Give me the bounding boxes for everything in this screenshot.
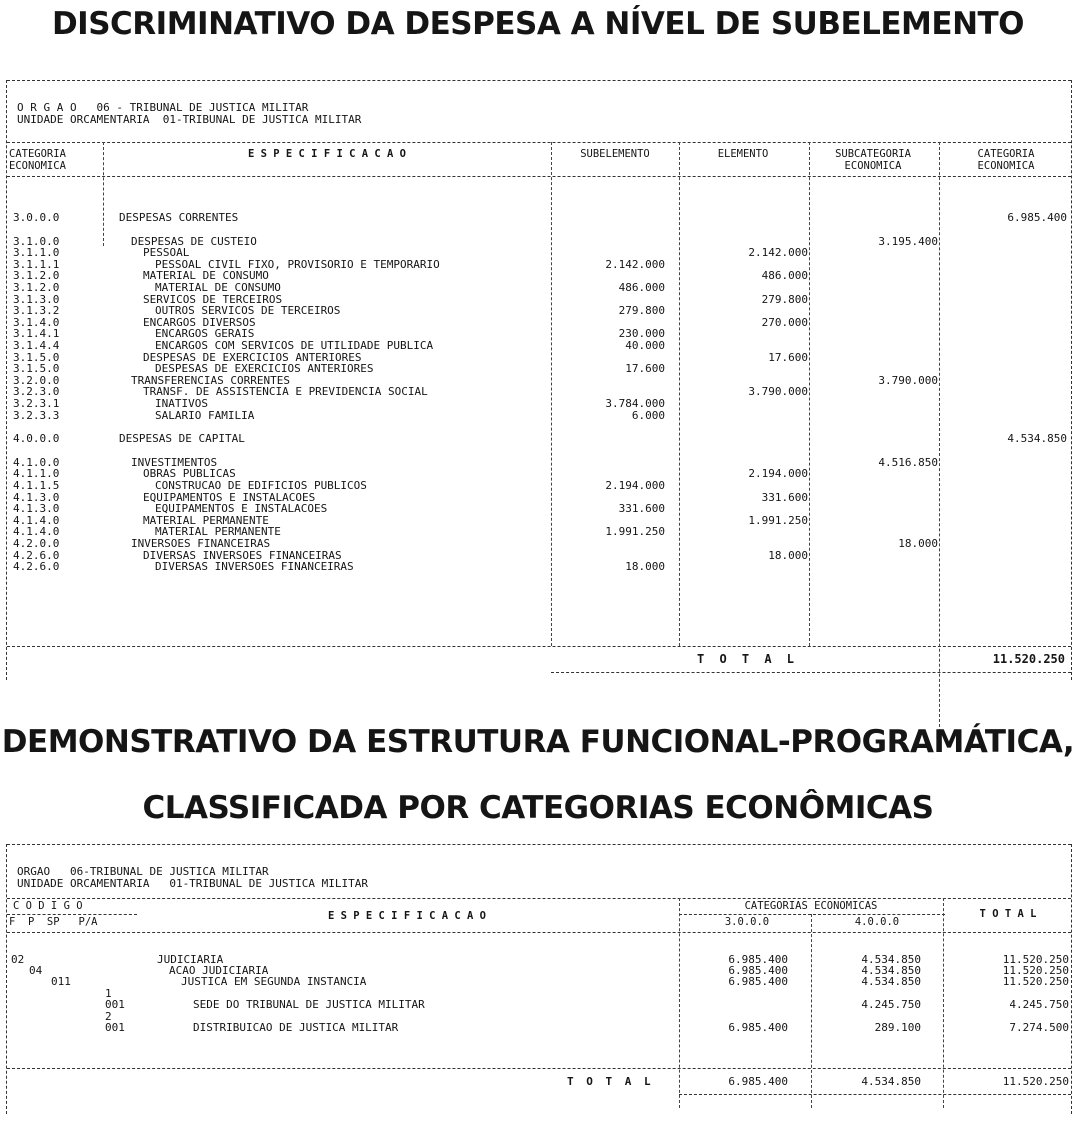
row-elemento: 18.000	[768, 548, 808, 562]
total-row	[7, 1076, 1071, 1090]
col-total: T O T A L	[979, 908, 1037, 920]
row-code: 4.1.4.0	[13, 525, 60, 539]
row-cat2: 4.245.750	[861, 998, 921, 1011]
row-code: 3.1.3.0	[13, 292, 60, 306]
table-row	[7, 410, 1071, 422]
row-code: 4.2.0.0	[13, 537, 60, 550]
row-elemento: 486.000	[761, 269, 808, 283]
col-divider	[103, 142, 104, 246]
row-cat2: 4.534.850	[861, 964, 921, 977]
table-row	[7, 247, 1071, 259]
row-subelemento: 1.991.250	[605, 525, 665, 539]
unidade-line: UNIDADE ORCAMENTARIA 01-TRIBUNAL DE JUSTICA MILITAR	[17, 877, 368, 890]
table-row	[7, 503, 1071, 515]
row-code: 4.1.1.0	[13, 467, 60, 481]
row-subelemento: 17.600	[625, 362, 665, 376]
row-code: 4.2.6.0	[13, 548, 60, 562]
col-codigo-sub: F P SP P/A	[9, 916, 98, 928]
row-description: ACAO JUDICIARIA	[169, 964, 269, 977]
row-total: 11.520.250	[1002, 975, 1069, 988]
row-description: OUTROS SERVICOS DE TERCEIROS	[155, 304, 341, 318]
row-description: MATERIAL PERMANENTE	[155, 525, 281, 539]
row-description: MATERIAL DE CONSUMO	[143, 269, 269, 283]
row-description: ENCARGOS DIVERSOS	[143, 315, 256, 329]
row-cat1: 6.985.400	[728, 975, 788, 988]
row-subcategoria: 3.790.000	[878, 373, 938, 387]
col-especificacao: E S P E C I F I C A C A O	[247, 148, 407, 160]
total-cat1: 6.985.400	[728, 1075, 788, 1088]
row-description: SERVICOS DE TERCEIROS	[143, 292, 283, 306]
table-row	[7, 212, 1071, 224]
table-row	[7, 305, 1071, 317]
orgao-line: O R G A O 06 - TRIBUNAL DE JUSTICA MILITAR	[17, 101, 309, 114]
row-code: 3.1.4.0	[13, 315, 60, 329]
table-row	[7, 538, 1071, 550]
table-row	[7, 976, 1071, 987]
row-elemento: 17.600	[768, 350, 808, 364]
col-categorias-economicas: CATEGORIAS ECONOMICAS	[744, 900, 878, 912]
row-code: 3.2.3.3	[13, 408, 60, 422]
section1-title: DISCRIMINATIVO DA DESPESA A NÍVEL DE SUBELEMENTO	[51, 6, 1025, 42]
row-subelemento: 6.000	[631, 408, 665, 422]
row-code: 3.1.1.0	[13, 246, 60, 260]
col-subelemento: SUBELEMENTO	[580, 148, 650, 160]
row-code: 3.2.0.0	[13, 373, 60, 387]
row-code: 3.1.5.0	[13, 350, 60, 364]
row-subelemento: 331.600	[618, 502, 665, 516]
table-row	[7, 398, 1071, 410]
row-categoria: 4.534.850	[1007, 432, 1067, 446]
total-label: T O T A L	[697, 652, 799, 666]
row-subelemento: 486.000	[618, 281, 665, 294]
row-description: TRANSFERENCIAS CORRENTES	[131, 373, 290, 387]
colheader-divider	[7, 932, 1071, 933]
section2-title-line2: CLASSIFICADA POR CATEGORIAS ECONÔMICAS	[142, 790, 934, 826]
row-subprograma: 011	[51, 975, 71, 988]
row-description: TRANSF. DE ASSISTENCIA E PREVIDENCIA SOCIAL	[143, 385, 428, 399]
table-row	[7, 480, 1071, 492]
row-subelemento: 230.000	[618, 327, 665, 341]
row-subelemento: 2.194.000	[605, 479, 665, 492]
table-border-top	[7, 80, 1071, 81]
body-bottom-divider	[7, 646, 1071, 647]
header-divider	[7, 898, 1071, 899]
row-programa: 04	[29, 964, 43, 977]
codigo-divider	[7, 914, 137, 915]
row-code: 4.1.3.0	[13, 490, 60, 504]
row-description: INATIVOS	[155, 397, 208, 410]
row-description: JUSTICA EM SEGUNDA INSTANCIA	[181, 975, 367, 988]
row-description: SEDE DO TRIBUNAL DE JUSTICA MILITAR	[193, 998, 425, 1011]
row-cat1: 6.985.400	[728, 964, 788, 977]
row-description: EQUIPAMENTOS E INSTALACOES	[143, 490, 316, 504]
row-description: DIVERSAS INVERSOES FINANCEIRAS	[155, 560, 354, 574]
funcional-programatica-table	[6, 844, 1072, 1114]
row-description: DESPESAS CORRENTES	[119, 211, 239, 224]
row-total: 11.520.250	[1002, 953, 1069, 966]
row-description: ENCARGOS COM SERVICOS DE UTILIDADE PUBLICA	[155, 339, 434, 352]
row-projeto-atividade: 001	[105, 1021, 125, 1034]
row-subelemento: 3.784.000	[605, 397, 665, 410]
row-code: 3.1.3.2	[13, 304, 60, 318]
total-value: 11.520.250	[992, 652, 1065, 666]
total-cat2: 4.534.850	[861, 1075, 921, 1088]
col-cat2: 4.0.0.0	[854, 916, 900, 928]
row-code: 3.1.5.0	[13, 362, 60, 376]
row-code: 3.1.4.4	[13, 339, 60, 352]
total-bottom-divider	[551, 672, 1071, 673]
row-projeto-atividade: 001	[105, 998, 125, 1011]
unidade-line: UNIDADE ORCAMENTARIA 01-TRIBUNAL DE JUSTICA MILITAR	[17, 113, 362, 126]
row-cat1: 6.985.400	[728, 953, 788, 966]
row-cat2: 289.100	[874, 1021, 921, 1034]
row-code: 3.1.4.1	[13, 327, 60, 341]
table-row	[7, 561, 1071, 573]
row-description: PESSOAL CIVIL FIXO, PROVISORIO E TEMPORARIO	[155, 257, 440, 271]
table-row	[7, 1022, 1071, 1033]
row-elemento: 279.800	[761, 292, 808, 306]
row-code: 4.1.0.0	[13, 455, 60, 469]
row-description: JUDICIARIA	[157, 953, 224, 966]
row-description: MATERIAL DE CONSUMO	[155, 281, 281, 294]
subelemento-table	[6, 80, 1072, 680]
row-description: DESPESAS DE EXERCICIOS ANTERIORES	[155, 362, 374, 376]
row-cat1: 6.985.400	[728, 1021, 788, 1034]
row-subcategoria: 18.000	[898, 537, 938, 550]
total-label: T O T A L	[567, 1075, 654, 1088]
row-cat2: 4.534.850	[861, 975, 921, 988]
row-subelemento: 2.142.000	[605, 257, 665, 271]
row-cat2: 4.534.850	[861, 953, 921, 966]
row-code: 3.1.2.0	[13, 269, 60, 283]
row-code: 4.1.3.0	[13, 502, 60, 516]
col-cat1: 3.0.0.0	[724, 916, 770, 928]
section2-title-line1: DEMONSTRATIVO DA ESTRUTURA FUNCIONAL-PROGRAMÁTICA,	[1, 724, 1075, 760]
row-code: 3.2.3.0	[13, 385, 60, 399]
row-code: 3.1.0.0	[13, 234, 60, 248]
row-description: INVERSOES FINANCEIRAS	[131, 537, 271, 550]
header-divider	[7, 142, 1071, 143]
row-description: DESPESAS DE CAPITAL	[119, 432, 245, 446]
row-total: 4.245.750	[1009, 998, 1069, 1011]
row-description: OBRAS PUBLICAS	[143, 467, 236, 481]
row-code: 4.1.1.5	[13, 479, 60, 492]
total-total: 11.520.250	[1002, 1075, 1069, 1088]
table-border-top	[7, 844, 1071, 845]
row-categoria: 6.985.400	[1007, 211, 1067, 224]
row-description: PESSOAL	[143, 246, 190, 260]
row-code: 3.1.1.1	[13, 257, 60, 271]
row-code: 3.0.0.0	[13, 211, 60, 224]
row-code: 4.2.6.0	[13, 560, 60, 574]
table-row	[7, 340, 1071, 352]
row-projeto-atividade: 2	[105, 1010, 112, 1023]
row-elemento: 331.600	[761, 490, 808, 504]
row-subcategoria: 4.516.850	[878, 455, 938, 469]
table-row	[7, 433, 1071, 445]
row-funcao: 02	[11, 953, 25, 966]
table-row	[7, 363, 1071, 375]
row-total: 11.520.250	[1002, 964, 1069, 977]
col-categoria-economica: CATEGORIA ECONOMICA	[977, 148, 1035, 172]
row-description: DESPESAS DE CUSTEIO	[131, 234, 257, 248]
row-description: DIVERSAS INVERSOES FINANCEIRAS	[143, 548, 342, 562]
table-row	[7, 999, 1071, 1010]
row-code: 3.2.3.1	[13, 397, 60, 410]
col-elemento: ELEMENTO	[717, 148, 769, 160]
row-elemento: 2.194.000	[748, 467, 808, 481]
row-elemento: 2.142.000	[748, 246, 808, 260]
row-code: 4.0.0.0	[13, 432, 60, 446]
col-especificacao: E S P E C I F I C A C A O	[327, 910, 487, 922]
col-subcategoria: SUBCATEGORIA ECONOMICA	[835, 148, 911, 172]
row-subelemento: 18.000	[625, 560, 665, 574]
col-codigo: C O D I G O	[13, 900, 83, 912]
body-bottom-divider	[7, 1068, 1071, 1069]
row-description: SALARIO FAMILIA	[155, 408, 255, 422]
total-bottom-divider	[679, 1094, 1071, 1095]
table-row	[7, 282, 1071, 294]
row-code: 3.1.2.0	[13, 281, 60, 294]
row-description: DESPESAS DE EXERCICIOS ANTERIORES	[143, 350, 362, 364]
categorias-divider	[679, 914, 945, 915]
row-description: ENCARGOS GERAIS	[155, 327, 255, 341]
col-categoria: CATEGORIA ECONOMICA	[9, 148, 66, 172]
orgao-line: ORGAO 06-TRIBUNAL DE JUSTICA MILITAR	[17, 865, 269, 878]
row-description: INVESTIMENTOS	[131, 455, 218, 469]
row-elemento: 270.000	[761, 315, 808, 329]
colheader-divider	[7, 176, 1071, 177]
row-description: MATERIAL PERMANENTE	[143, 513, 269, 527]
row-description: EQUIPAMENTOS E INSTALACOES	[155, 502, 328, 516]
row-projeto-atividade: 1	[105, 987, 112, 1000]
row-elemento: 1.991.250	[748, 513, 808, 527]
row-description: DISTRIBUICAO DE JUSTICA MILITAR	[193, 1021, 399, 1034]
row-code: 4.1.4.0	[13, 513, 60, 527]
row-total: 7.274.500	[1009, 1021, 1069, 1034]
row-elemento: 3.790.000	[748, 385, 808, 399]
row-subcategoria: 3.195.400	[878, 234, 938, 248]
row-subelemento: 279.800	[618, 304, 665, 318]
row-description: CONSTRUCAO DE EDIFICIOS PUBLICOS	[155, 479, 367, 492]
row-subelemento: 40.000	[625, 339, 665, 352]
